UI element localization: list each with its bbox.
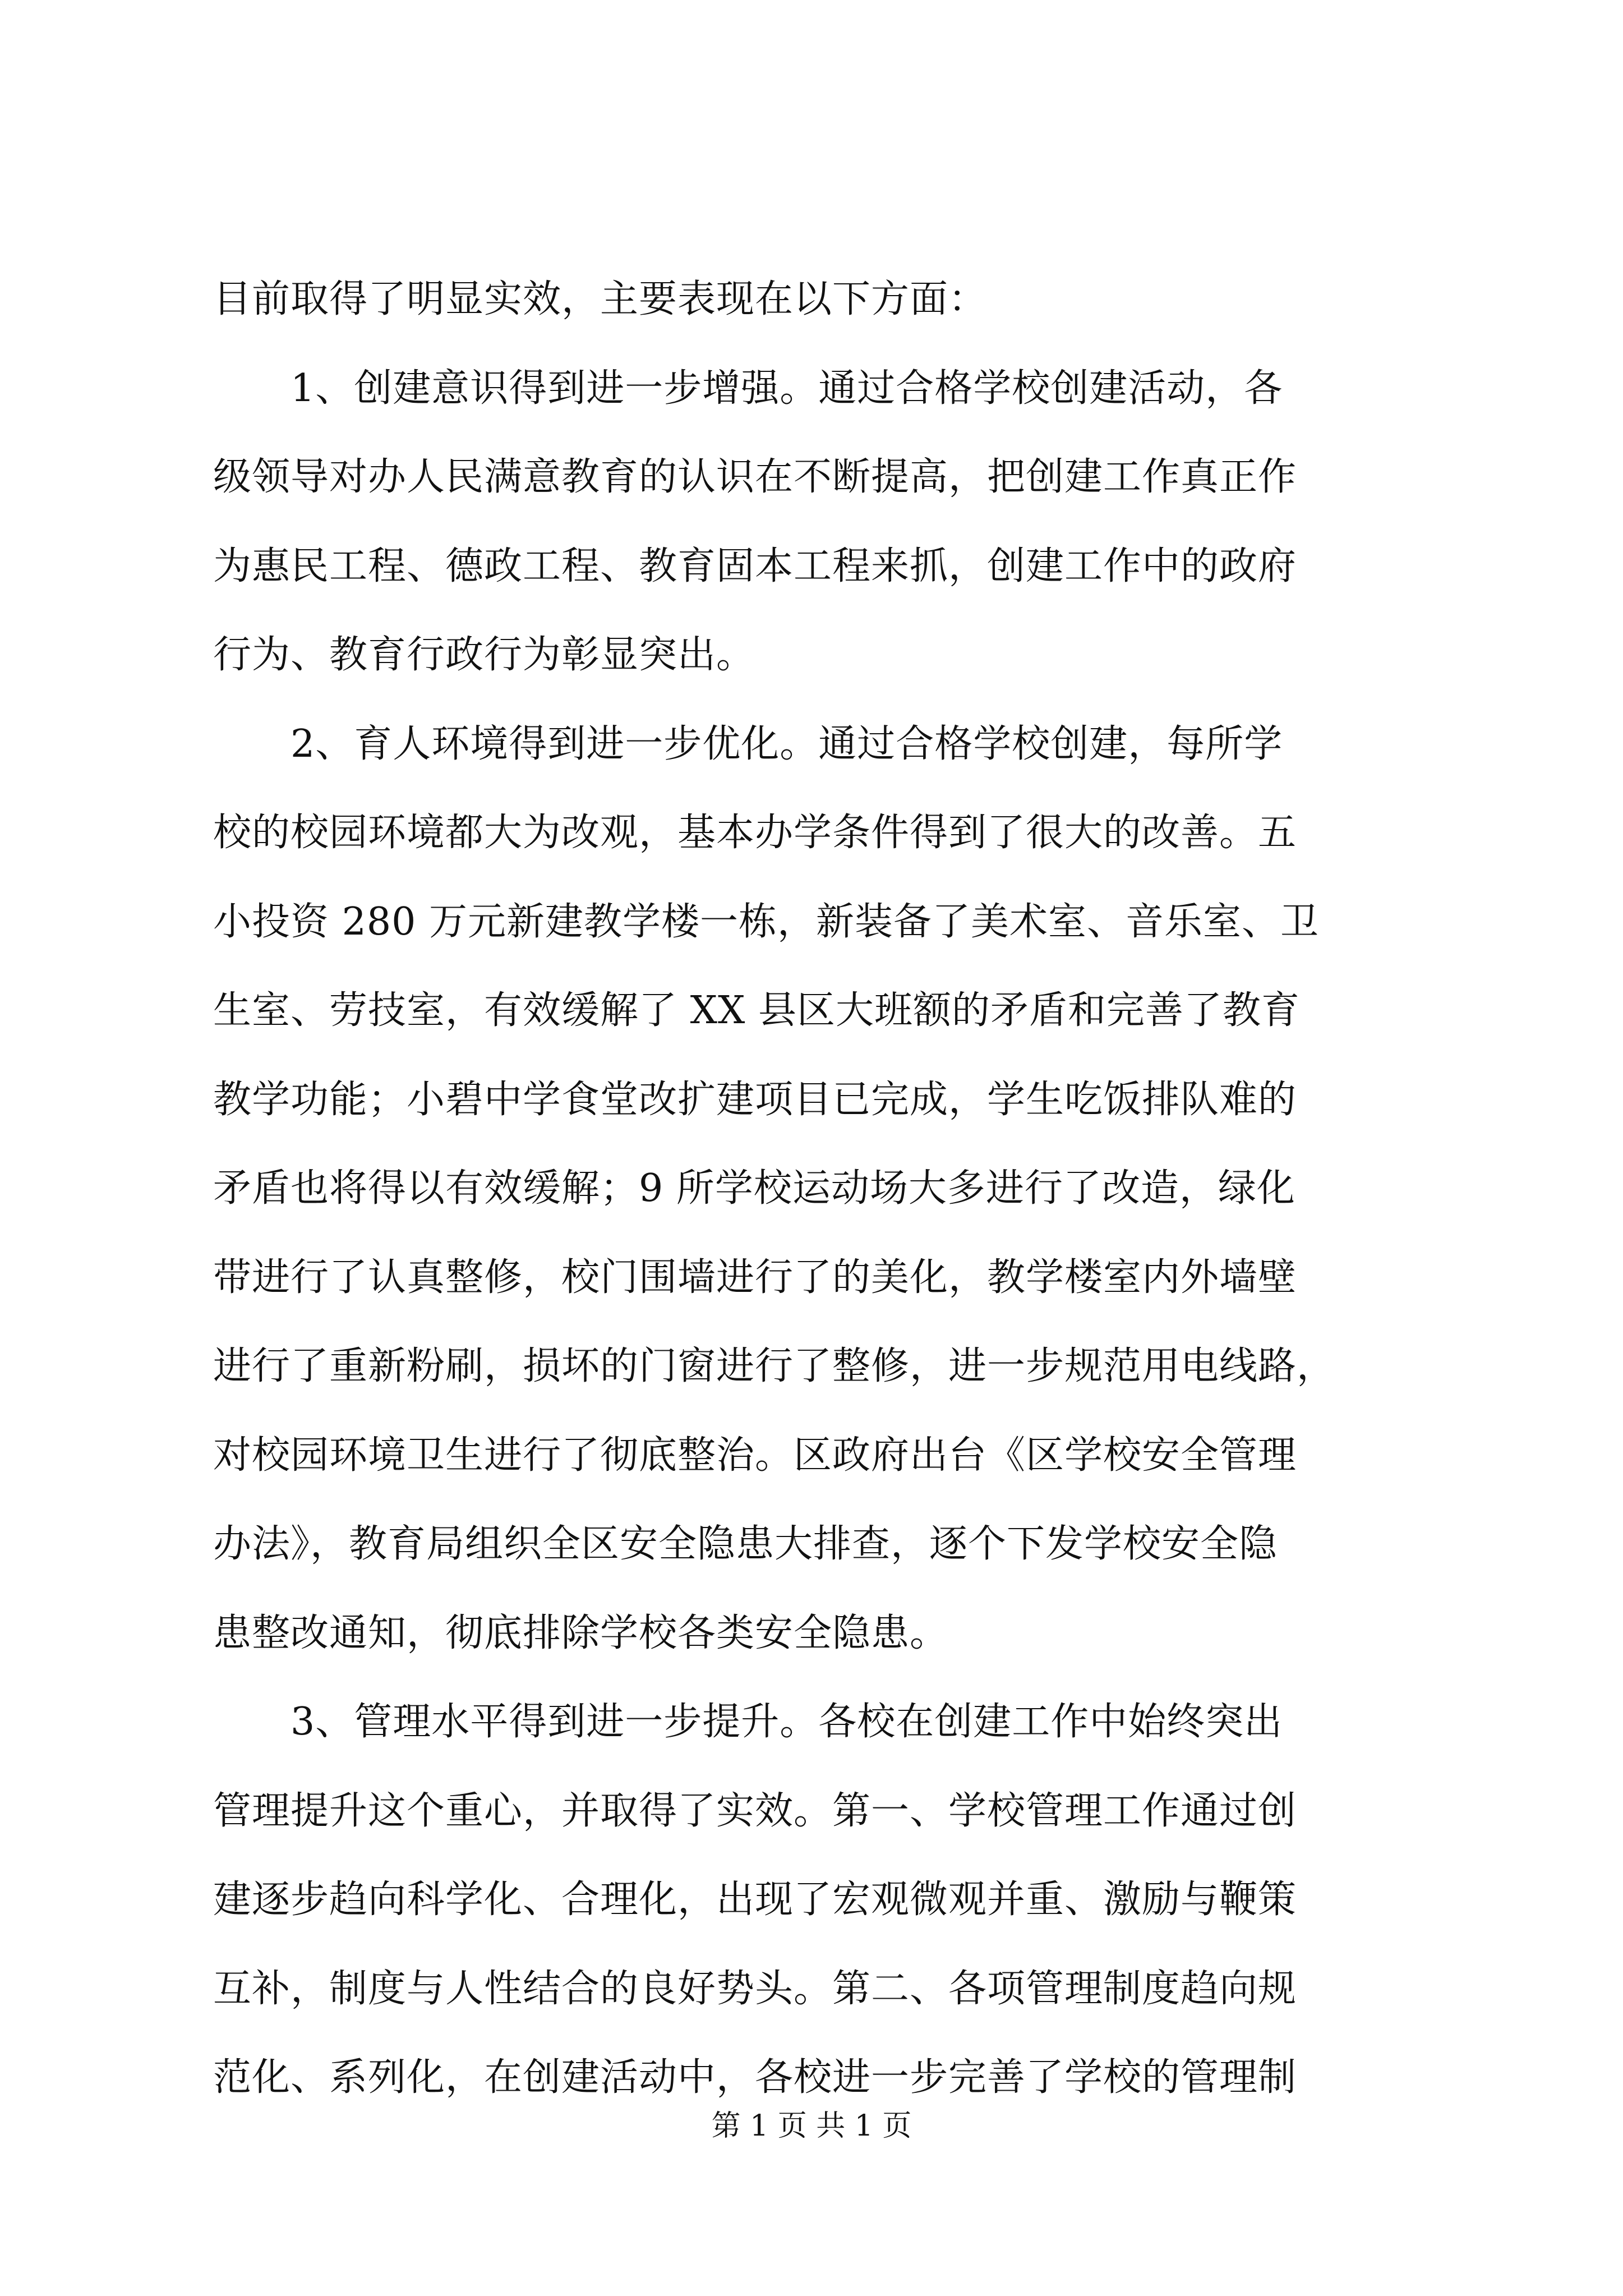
- text-line: 办法》，教育局组织全区安全隐患大排查，逐个下发学校安全隐: [213, 1522, 1278, 1566]
- page-number-footer: 第 1 页 共 1 页: [711, 2109, 912, 2143]
- text-line: 教学功能；小碧中学食堂改扩建项目已完成，学生吃饭排队难的: [213, 1077, 1297, 1122]
- document-body: [213, 255, 1419, 2123]
- text-line: 1、创建意识得到进一步增强。通过合格学校创建活动，各: [213, 366, 1283, 411]
- text-line: 目前取得了明显实效，主要表现在以下方面：: [213, 277, 988, 321]
- text-line: 行为、教育行政行为彰显突出。: [213, 633, 755, 677]
- text-line: 生室、劳技室，有效缓解了 XX 县区大班额的矛盾和完善了教育: [213, 988, 1301, 1033]
- text-line: 为惠民工程、德政工程、教育固本工程来抓，创建工作中的政府: [213, 544, 1297, 588]
- text-line: 小投资 280 万元新建教学楼一栋，新装备了美术室、音乐室、卫: [213, 899, 1320, 944]
- text-line: 对校园环境卫生进行了彻底整治。区政府出台《区学校安全管理: [213, 1433, 1297, 1478]
- text-line: 管理提升这个重心，并取得了实效。第一、学校管理工作通过创: [213, 1788, 1297, 1833]
- text-line: 校的校园环境都大为改观，基本办学条件得到了很大的改善。五: [213, 811, 1297, 855]
- text-line: 级领导对办人民满意教育的认识在不断提高，把创建工作真正作: [213, 455, 1297, 499]
- text-line: 3、管理水平得到进一步提升。各校在创建工作中始终突出: [213, 1700, 1283, 1744]
- text-line: 带进行了认真整修，校门围墙进行了的美化，教学楼室内外墙壁: [213, 1255, 1297, 1300]
- text-line: 互补，制度与人性结合的良好势头。第二、各项管理制度趋向规: [213, 1966, 1297, 2011]
- text-line: 进行了重新粉刷，损坏的门窗进行了整修，进一步规范用电线路，: [213, 1344, 1336, 1388]
- text-line: 矛盾也将得以有效缓解；9 所学校运动场大多进行了改造，绿化: [213, 1166, 1295, 1211]
- text-line: 范化、系列化，在创建活动中，各校进一步完善了学校的管理制: [213, 2055, 1297, 2100]
- text-line: 2、育人环境得到进一步优化。通过合格学校创建，每所学: [213, 721, 1283, 766]
- text-line: 患整改通知，彻底排除学校各类安全隐患。: [213, 1611, 949, 1655]
- text-line: 建逐步趋向科学化、合理化，出现了宏观微观并重、激励与鞭策: [213, 1878, 1297, 1922]
